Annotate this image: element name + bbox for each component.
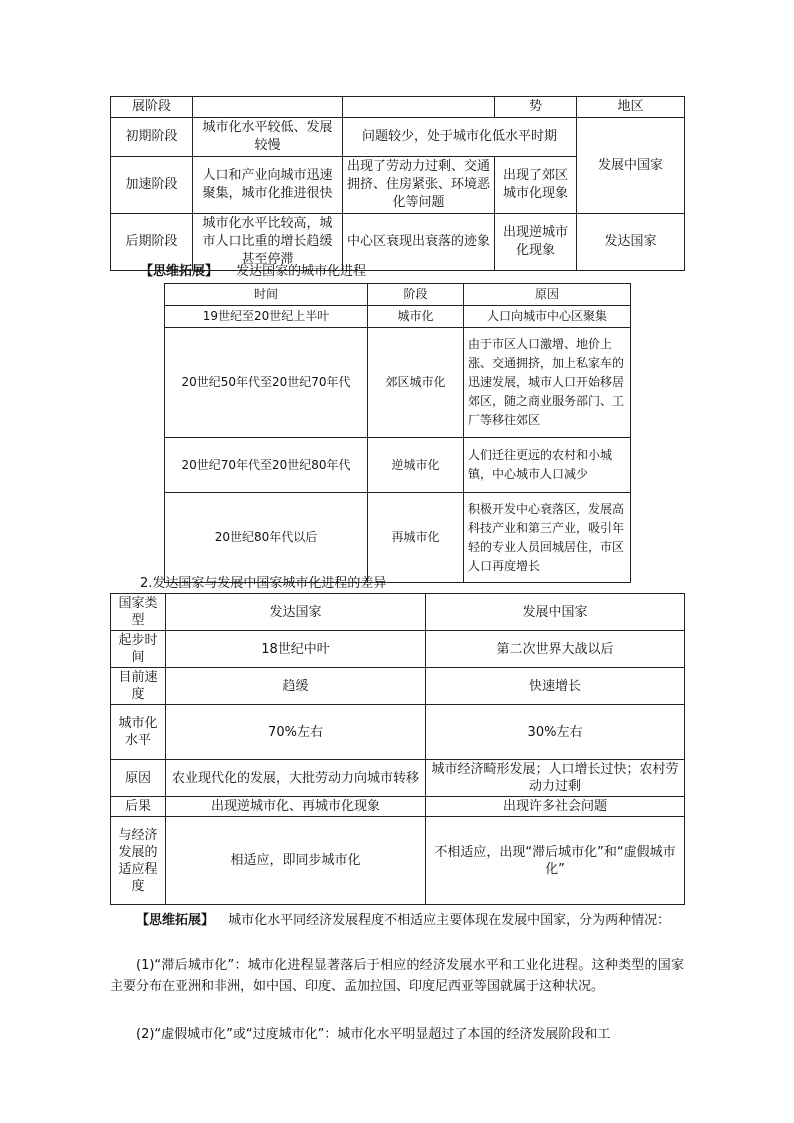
extension-heading <box>140 263 366 281</box>
problem-cell: 出现了劳动力过剩、交通拥挤、住房紧张、环境恶化等问题 <box>343 157 495 214</box>
header-cell: 时间 <box>165 284 368 306</box>
row-label: 目前速度 <box>111 668 166 705</box>
table-header-row <box>111 97 685 118</box>
urbanization-difference-table <box>110 593 685 905</box>
section-title: 2.发达国家与发展中国家城市化进程的差异 <box>140 576 387 591</box>
trend-cell: 出现逆城市化现象 <box>495 214 577 271</box>
feature-cell: 城市化水平较低、发展较慢 <box>193 118 343 157</box>
stage-cell: 郊区城市化 <box>368 328 464 438</box>
table-row <box>165 306 631 328</box>
header-cell: 发展中国家 <box>426 594 685 631</box>
time-cell: 20世纪50年代至20世纪70年代 <box>165 328 368 438</box>
developed-urbanization-process-table <box>164 283 631 583</box>
developing-cell: 第二次世界大战以后 <box>426 631 685 668</box>
time-cell: 19世纪至20世纪上半叶 <box>165 306 368 328</box>
developed-cell: 70%左右 <box>166 705 426 760</box>
table-row <box>111 214 685 271</box>
stage-cell: 再城市化 <box>368 493 464 583</box>
stage-cell: 初期阶段 <box>111 118 193 157</box>
stage-cell: 后期阶段 <box>111 214 193 271</box>
extension-tag: 【思维拓展】 <box>136 913 215 928</box>
row-label: 起步时间 <box>111 631 166 668</box>
table-row <box>165 438 631 493</box>
table-row <box>111 760 685 797</box>
header-cell: 原因 <box>464 284 631 306</box>
problem-cell: 中心区衰现出衰落的迹象 <box>343 214 495 271</box>
paragraph-lagging-urbanization: (1)“滞后城市化”：城市化进程显著落后于相应的经济发展水平和工业化进程。这种类型的国家主要分布在亚洲和非洲，如中国、印度、孟加拉国、印度尼西亚等国就属于这种状况。 <box>110 958 684 994</box>
trend-cell: 出现了郊区城市化现象 <box>495 157 577 214</box>
header-cell: 势 <box>495 97 577 118</box>
row-label: 与经济发展的适应程度 <box>111 817 166 905</box>
table-row <box>165 493 631 583</box>
header-cell: 展阶段 <box>111 97 193 118</box>
header-cell <box>193 97 343 118</box>
header-cell: 发达国家 <box>166 594 426 631</box>
stage-cell: 逆城市化 <box>368 438 464 493</box>
extension-paragraph <box>110 910 684 931</box>
urbanization-stages-table <box>110 96 685 271</box>
table-row <box>111 797 685 817</box>
row-label: 后果 <box>111 797 166 817</box>
developing-cell: 出现许多社会问题 <box>426 797 685 817</box>
feature-cell: 城市化水平比较高，城市人口比重的增长趋缓甚至停滞 <box>193 214 343 271</box>
feature-cell: 人口和产业向城市迅速聚集，城市化推进很快 <box>193 157 343 214</box>
extension-text: 城市化水平同经济发展程度不相适应主要体现在发展中国家，分为两种情况： <box>228 913 671 928</box>
table-row <box>111 631 685 668</box>
developing-cell: 30%左右 <box>426 705 685 760</box>
region-cell: 发达国家 <box>577 214 685 271</box>
reason-cell: 积极开发中心衰落区，发展高科技产业和第三产业，吸引年轻的专业人员回城居住，市区人口再度增长 <box>464 493 631 583</box>
developing-cell: 城市经济畸形发展；人口增长过快；农村劳动力过剩 <box>426 760 685 797</box>
developed-cell: 农业现代化的发展，大批劳动力向城市转移 <box>166 760 426 797</box>
paragraph-false-urbanization: (2)“虚假城市化”或“过度城市化”：城市化水平明显超过了本国的经济发展阶段和工 <box>136 1027 611 1042</box>
stage-cell: 加速阶段 <box>111 157 193 214</box>
problem-cell: 问题较少，处于城市化低水平时期 <box>343 118 577 157</box>
extension-text: 发达国家的城市化进程 <box>236 264 367 279</box>
row-label: 城市化水平 <box>111 705 166 760</box>
header-cell: 阶段 <box>368 284 464 306</box>
developed-cell: 18世纪中叶 <box>166 631 426 668</box>
reason-cell: 由于市区人口激增、地价上涨、交通拥挤，加上私家车的迅速发展，城市人口开始移居郊区，随之商业服务部门、工厂等移往郊区 <box>464 328 631 438</box>
table-row <box>111 817 685 905</box>
header-cell: 国家类型 <box>111 594 166 631</box>
developing-cell: 快速增长 <box>426 668 685 705</box>
header-cell: 地区 <box>577 97 685 118</box>
table-row <box>111 118 685 157</box>
developed-cell: 趋缓 <box>166 668 426 705</box>
extension-tag: 【思维拓展】 <box>140 264 219 279</box>
table-row <box>165 328 631 438</box>
table-header-row <box>165 284 631 306</box>
developing-cell: 不相适应，出现“滞后城市化”和“虚假城市化” <box>426 817 685 905</box>
developed-cell: 相适应，即同步城市化 <box>166 817 426 905</box>
stage-cell: 城市化 <box>368 306 464 328</box>
developed-cell: 出现逆城市化、再城市化现象 <box>166 797 426 817</box>
table-row <box>111 668 685 705</box>
table-header-row <box>111 594 685 631</box>
reason-cell: 人口向城市中心区聚集 <box>464 306 631 328</box>
table-row <box>111 705 685 760</box>
time-cell: 20世纪70年代至20世纪80年代 <box>165 438 368 493</box>
header-cell <box>343 97 495 118</box>
time-cell: 20世纪80年代以后 <box>165 493 368 583</box>
row-label: 原因 <box>111 760 166 797</box>
reason-cell: 人们迁往更远的农村和小城镇，中心城市人口减少 <box>464 438 631 493</box>
region-cell: 发展中国家 <box>577 118 685 214</box>
